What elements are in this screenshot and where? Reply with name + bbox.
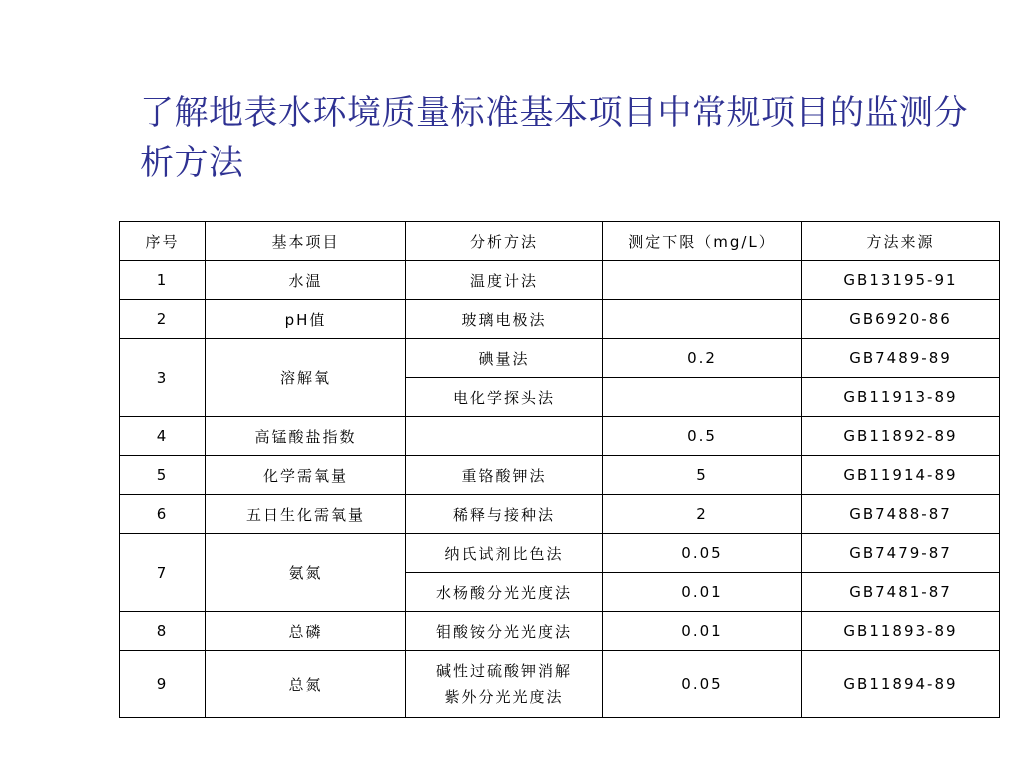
- methods-table: [119, 221, 1000, 718]
- cell-source: GB7481-87: [802, 573, 1000, 612]
- cell-source: GB7489-89: [802, 339, 1000, 378]
- cell-limit: 0.05: [603, 651, 802, 718]
- cell-source: GB11893-89: [802, 612, 1000, 651]
- cell-item: 五日生化需氧量: [206, 495, 406, 534]
- header-limit: 测定下限（mg/L）: [603, 222, 802, 261]
- table-row: [120, 612, 1000, 651]
- cell-method: 钼酸铵分光光度法: [406, 612, 603, 651]
- cell-limit: 0.2: [603, 339, 802, 378]
- cell-method: 水杨酸分光光度法: [406, 573, 603, 612]
- header-no: 序号: [120, 222, 206, 261]
- table-row: [120, 534, 1000, 573]
- cell-method: 玻璃电极法: [406, 300, 603, 339]
- table-row: [120, 417, 1000, 456]
- cell-no: 2: [120, 300, 206, 339]
- cell-limit: 0.5: [603, 417, 802, 456]
- cell-source: GB11894-89: [802, 651, 1000, 718]
- cell-no: 3: [120, 339, 206, 417]
- cell-method: [406, 651, 603, 718]
- cell-source: GB7488-87: [802, 495, 1000, 534]
- cell-method: 温度计法: [406, 261, 603, 300]
- cell-source: GB11913-89: [802, 378, 1000, 417]
- table-row: [120, 651, 1000, 718]
- cell-item: 总磷: [206, 612, 406, 651]
- cell-source: GB6920-86: [802, 300, 1000, 339]
- cell-item: 溶解氧: [206, 339, 406, 417]
- cell-no: 7: [120, 534, 206, 612]
- cell-limit: [603, 378, 802, 417]
- cell-source: GB13195-91: [802, 261, 1000, 300]
- cell-no: 1: [120, 261, 206, 300]
- table-row: [120, 300, 1000, 339]
- table-row: [120, 339, 1000, 378]
- cell-limit: 0.01: [603, 573, 802, 612]
- cell-limit: 0.01: [603, 612, 802, 651]
- cell-limit: 5: [603, 456, 802, 495]
- cell-method-line: 碱性过硫酸钾消解: [435, 662, 572, 680]
- cell-item: 化学需氧量: [206, 456, 406, 495]
- cell-source: GB7479-87: [802, 534, 1000, 573]
- cell-limit: [603, 261, 802, 300]
- cell-source: GB11914-89: [802, 456, 1000, 495]
- cell-item: 总氮: [206, 651, 406, 718]
- header-item: 基本项目: [206, 222, 406, 261]
- cell-limit: [603, 300, 802, 339]
- table-row: [120, 261, 1000, 300]
- cell-item: 水温: [206, 261, 406, 300]
- header-method: 分析方法: [406, 222, 603, 261]
- cell-no: 5: [120, 456, 206, 495]
- cell-method: [406, 417, 603, 456]
- cell-limit: 2: [603, 495, 802, 534]
- cell-no: 9: [120, 651, 206, 718]
- cell-method: 纳氏试剂比色法: [406, 534, 603, 573]
- header-source: 方法来源: [802, 222, 1000, 261]
- table-row: [120, 495, 1000, 534]
- cell-no: 8: [120, 612, 206, 651]
- table-header-row: [120, 222, 1000, 261]
- cell-no: 4: [120, 417, 206, 456]
- cell-item: 高锰酸盐指数: [206, 417, 406, 456]
- cell-method: 重铬酸钾法: [406, 456, 603, 495]
- cell-method: 碘量法: [406, 339, 603, 378]
- cell-method: 电化学探头法: [406, 378, 603, 417]
- page-title: 了解地表水环境质量标准基本项目中常规项目的监测分析方法: [140, 93, 968, 183]
- cell-method-line: 紫外分光光度法: [444, 688, 564, 706]
- cell-item: 氨氮: [206, 534, 406, 612]
- cell-no: 6: [120, 495, 206, 534]
- cell-limit: 0.05: [603, 534, 802, 573]
- table-row: [120, 456, 1000, 495]
- cell-item: pH值: [206, 300, 406, 339]
- cell-source: GB11892-89: [802, 417, 1000, 456]
- cell-method: 稀释与接种法: [406, 495, 603, 534]
